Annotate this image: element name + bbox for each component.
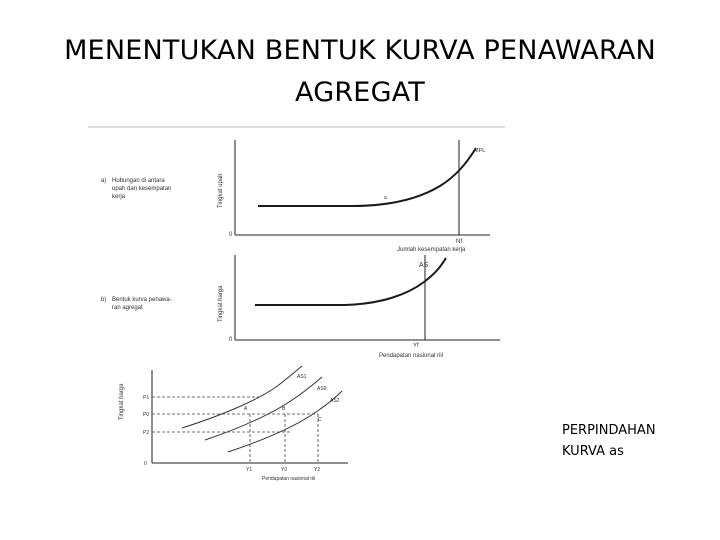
figure-c-y-tick-p0: P0 (143, 412, 150, 418)
figure-c (119, 366, 348, 482)
figure-a-desc-2: upah dan kesempatan (112, 186, 172, 192)
figure-b-x-marker: Yf (413, 343, 419, 349)
figure-b-x-axis-label: Pendapatan nasional riil (379, 353, 444, 359)
figure-c-x-axis-label: Pendapatan nasional riil (262, 476, 316, 482)
caption-line-2: KURVA as (562, 444, 624, 459)
figure-a (101, 140, 490, 253)
figure-a-point-label: a (384, 195, 387, 201)
figure-c-origin: 0 (144, 461, 147, 467)
figure-a-desc-3: kerja (112, 194, 126, 200)
figure-c-y-tick-p2: P2 (143, 430, 150, 436)
figure-a-x-marker: Nf (456, 239, 462, 245)
figure-c-point-c: C (318, 417, 322, 423)
figure-a-y-axis-label: Tingkat upah (218, 173, 224, 208)
figure-b-label: b) (101, 297, 107, 303)
figure-b (101, 255, 500, 359)
figure-a-origin: 0 (229, 232, 233, 238)
figure-c-y-tick-p1: P1 (143, 395, 150, 401)
figure-a-x-axis-label: Jumlah kesempatan kerja (397, 247, 466, 253)
figure-a-mpl-curve (258, 148, 476, 206)
figure-a-desc-1: Hubungan di antara (112, 178, 165, 184)
figure-c-point-a: A (244, 406, 248, 412)
figure-c-as0-curve (205, 377, 322, 440)
slide-caption (562, 420, 702, 462)
figure-b-y-axis-label: Tingkat harga (218, 285, 224, 322)
figure-c-x-tick-y0: Y0 (281, 467, 288, 473)
figure-b-origin: 0 (229, 337, 233, 343)
figure-c-curve-label-as1: AS1 (297, 374, 307, 380)
figure-c-y-axis-label: Tingkat harga (119, 383, 125, 420)
figure-c-x-tick-y2: Y2 (314, 467, 321, 473)
figure-b-desc-2: ran agregat (112, 305, 143, 311)
figure-c-point-b: B (282, 406, 286, 412)
slide-title-line-2: AGREGAT (295, 77, 425, 108)
figure-c-curve-label-as0: AS0 (317, 386, 327, 392)
figure-a-label: a) (101, 178, 107, 184)
figure-b-curve-label: AS (419, 262, 429, 269)
figure-b-as-curve (255, 258, 446, 305)
figure-c-curve-label-as2: AS2 (330, 398, 340, 404)
caption-line-1: PERPINDAHAN (562, 423, 656, 438)
slide-title-line-1: MENENTUKAN BENTUK KURVA PENAWARAN (64, 35, 656, 66)
figure-b-desc-1: Bentuk kurva penawa- (112, 297, 172, 303)
figure-c-x-tick-y1: Y1 (246, 467, 253, 473)
figure-a-curve-label: MPL (474, 148, 486, 154)
